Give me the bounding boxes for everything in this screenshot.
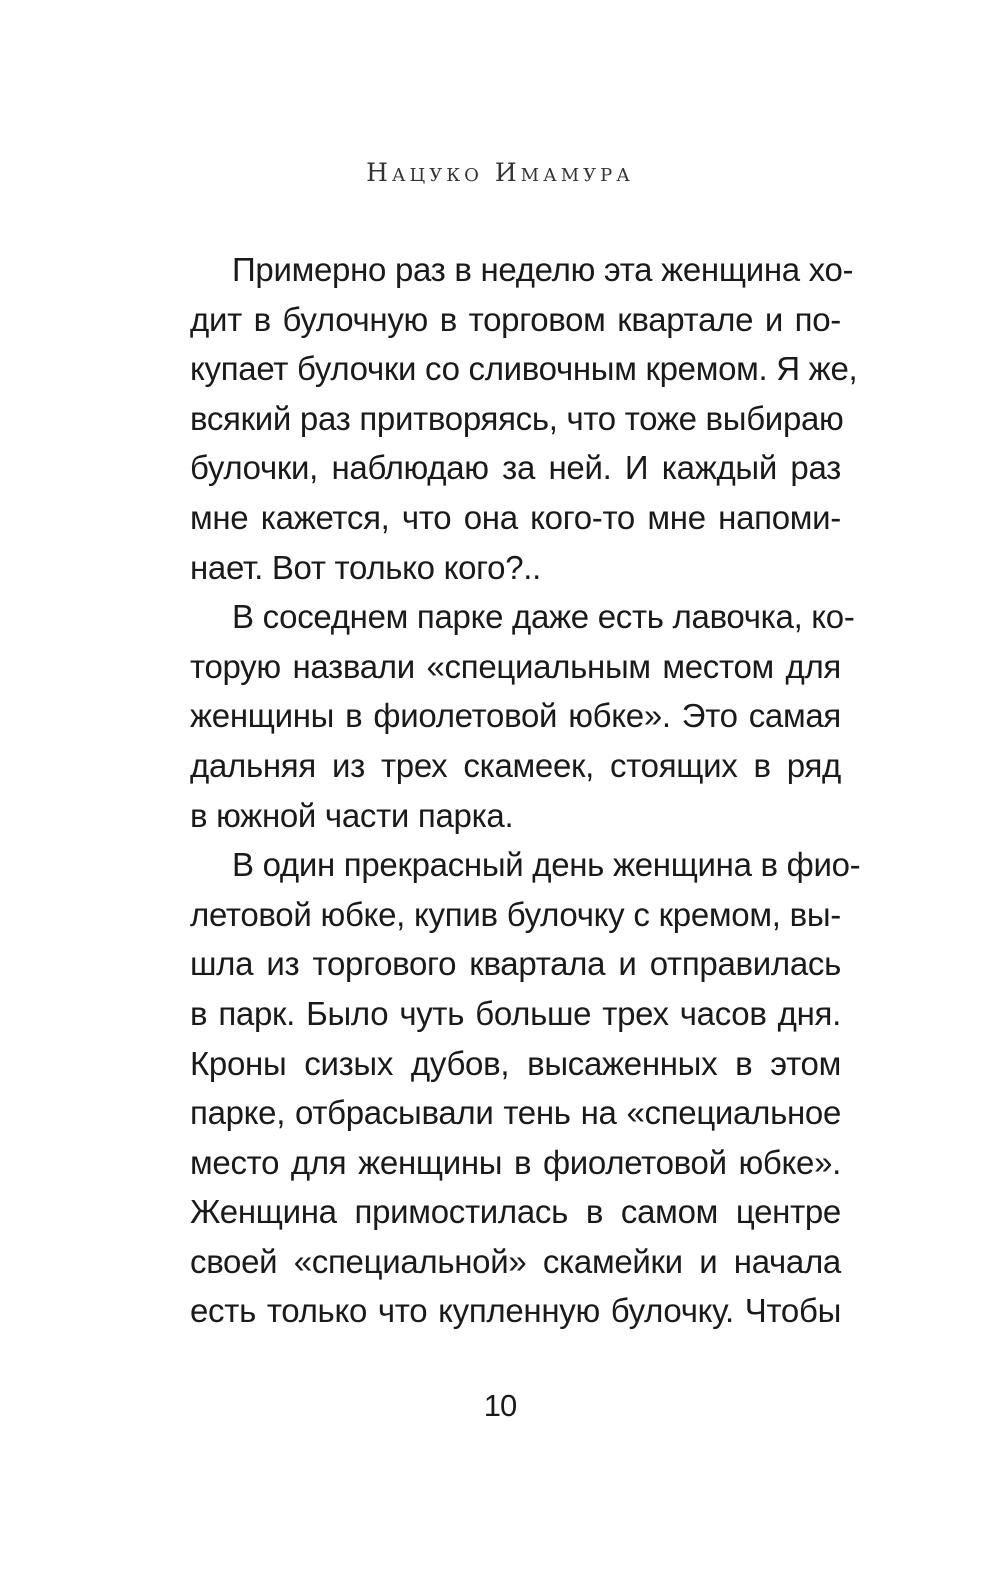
paragraph-2-line-2: торую назвали «специальным местом для [190,647,841,685]
paragraph-3-line-9: своей «специальной» скамейки и начала [190,1242,841,1280]
paragraph-3-line-6: парке, отбрасывали тень на «специальное [190,1094,841,1132]
paragraph-3-line-8: Женщина примостилась в самом центре [190,1193,841,1231]
paragraph-1-line-5: булочки, наблюдаю за ней. И каждый раз [190,449,841,487]
paragraph-1-line-4: всякий раз притворяясь, что тоже выбираю [190,399,844,437]
paragraph-2-line-1: В соседнем парке даже есть лавочка, ко- [232,598,855,636]
page-number: 10 [483,1388,517,1423]
paragraph-3-line-4: в парк. Было чуть больше трех часов дня. [190,994,841,1032]
paragraph-1-line-7: нает. Вот только кого?.. [190,548,542,586]
paragraph-2-line-4: дальняя из трех скамеек, стоящих в ряд [190,746,841,784]
paragraph-3-line-1: В один прекрасный день женщина в фио- [232,846,861,884]
paragraph-3-line-7: место для женщины в фиолетовой юбке». [190,1143,841,1181]
paragraph-1-line-3: купает булочки со сливочным кремом. Я же, [190,350,858,388]
body-text [190,245,861,1336]
paragraph-1-line-6: мне кажется, что она кого-то мне напоми- [190,498,841,536]
paragraph-3-line-3: шла из торгового квартала и отправилась [190,945,841,983]
paragraph-2-line-3: женщины в фиолетовой юбке». Это самая [190,697,841,735]
paragraph-3-line-10: есть только что купленную булочку. Чтобы [190,1292,841,1330]
paragraph-1-line-2: дит в булочную в торговом квартале и по- [190,300,841,338]
paragraph-2-line-5: в южной части парка. [190,796,514,834]
paragraph-3-line-2: летовой юбке, купив булочку с кремом, вы- [190,895,841,933]
paragraph-1-line-1: Примерно раз в неделю эта женщина хо- [232,251,854,288]
paragraph-3-line-5: Кроны сизых дубов, высаженных в этом [190,1044,841,1082]
running-header-author: Нацуко Имамура [366,158,634,187]
